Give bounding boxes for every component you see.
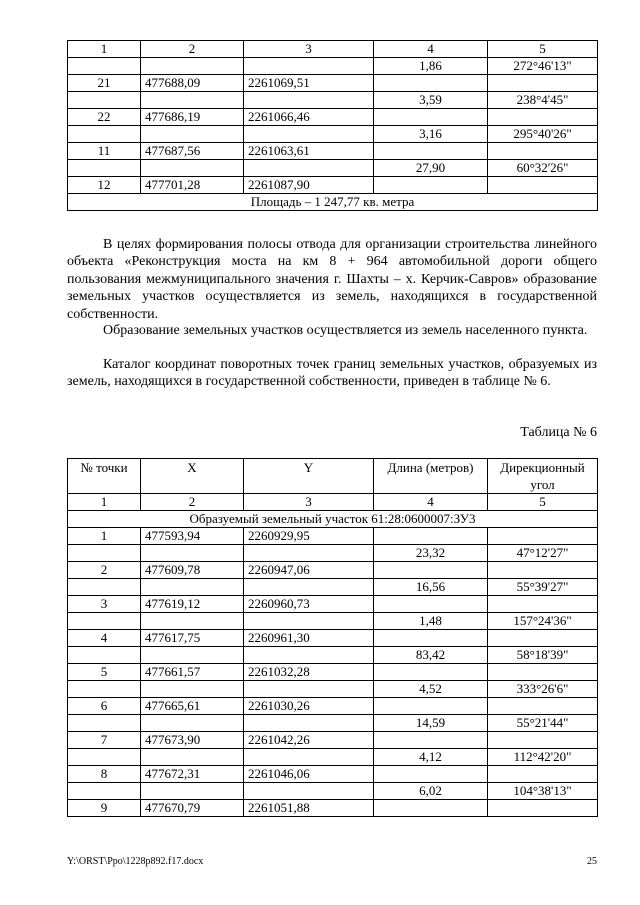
empty-cell (141, 749, 244, 766)
bearing-angle: 295°40'26" (488, 126, 598, 143)
y-coordinate: 2261069,51 (244, 75, 374, 92)
area-row (68, 194, 598, 211)
empty-cell (374, 562, 488, 579)
empty-cell (68, 92, 141, 109)
bearing-angle: 58°18'39" (488, 647, 598, 664)
column-number: 5 (488, 41, 598, 58)
empty-cell (141, 545, 244, 562)
empty-cell (488, 177, 598, 194)
point-row (68, 630, 598, 647)
empty-cell (244, 545, 374, 562)
segment-row (68, 681, 598, 698)
empty-cell (488, 143, 598, 160)
x-coordinate: 477617,75 (141, 630, 244, 647)
empty-cell (68, 783, 141, 800)
segment-length: 3,59 (374, 92, 488, 109)
coordinates-table-5 (67, 40, 598, 211)
column-number: 5 (488, 494, 598, 511)
empty-cell (244, 160, 374, 177)
empty-cell (488, 732, 598, 749)
empty-cell (244, 613, 374, 630)
column-header: Дирекционный угол (488, 459, 598, 494)
point-number: 21 (68, 75, 141, 92)
empty-cell (141, 613, 244, 630)
column-header: X (141, 459, 244, 494)
empty-cell (141, 160, 244, 177)
empty-cell (374, 177, 488, 194)
x-coordinate: 477687,56 (141, 143, 244, 160)
x-coordinate: 477688,09 (141, 75, 244, 92)
empty-cell (244, 715, 374, 732)
empty-cell (244, 749, 374, 766)
empty-cell (374, 800, 488, 817)
x-coordinate: 477672,31 (141, 766, 244, 783)
paragraph-catalog-reference: Каталог координат поворотных точек границ земельных участков, образуемых из земель, находящихся в государственной собственности, приведен в таблице № 6. (67, 357, 597, 390)
point-row (68, 562, 598, 579)
y-coordinate: 2261051,88 (244, 800, 374, 817)
column-header: Y (244, 459, 374, 494)
area-total: Площадь – 1 247,77 кв. метра (68, 194, 598, 211)
point-number: 7 (68, 732, 141, 749)
segment-row (68, 160, 598, 177)
empty-cell (68, 613, 141, 630)
bearing-angle: 272°46'13" (488, 58, 598, 75)
empty-cell (374, 596, 488, 613)
empty-cell (68, 647, 141, 664)
y-coordinate: 2261087,90 (244, 177, 374, 194)
point-row (68, 732, 598, 749)
y-coordinate: 2261046,06 (244, 766, 374, 783)
point-row (68, 664, 598, 681)
empty-cell (68, 715, 141, 732)
empty-cell (488, 562, 598, 579)
x-coordinate: 477619,12 (141, 596, 244, 613)
segment-row (68, 783, 598, 800)
empty-cell (244, 783, 374, 800)
point-row (68, 109, 598, 126)
column-number: 4 (374, 41, 488, 58)
x-coordinate: 477673,90 (141, 732, 244, 749)
section-row (68, 511, 598, 528)
point-number: 3 (68, 596, 141, 613)
empty-cell (141, 92, 244, 109)
paragraph-purpose: В целях формирования полосы отвода для организации строительства линейного объекта «Реконструкция моста на км 8 + 964 автомобильной дороги общего пользования межмуниципального значения г. Шахты – х. Керчик-Савров» образование земельных участков осуществляется из земель, находящихся в государственной собственности. (67, 237, 597, 322)
segment-row (68, 715, 598, 732)
empty-cell (374, 630, 488, 647)
point-number: 22 (68, 109, 141, 126)
y-coordinate: 2260947,06 (244, 562, 374, 579)
x-coordinate: 477701,28 (141, 177, 244, 194)
segment-row (68, 647, 598, 664)
segment-row (68, 613, 598, 630)
empty-cell (374, 766, 488, 783)
point-row (68, 75, 598, 92)
empty-cell (68, 579, 141, 596)
point-number: 5 (68, 664, 141, 681)
table-6-caption: Таблица № 6 (520, 425, 597, 440)
bearing-angle: 112°42'20" (488, 749, 598, 766)
empty-cell (141, 647, 244, 664)
empty-cell (374, 75, 488, 92)
empty-cell (141, 579, 244, 596)
point-number: 4 (68, 630, 141, 647)
empty-cell (488, 800, 598, 817)
empty-cell (374, 143, 488, 160)
point-row (68, 800, 598, 817)
empty-cell (244, 647, 374, 664)
empty-cell (244, 681, 374, 698)
empty-cell (141, 783, 244, 800)
header-row (68, 459, 598, 494)
segment-length: 4,52 (374, 681, 488, 698)
y-coordinate: 2260929,95 (244, 528, 374, 545)
segment-length: 14,59 (374, 715, 488, 732)
point-number: 1 (68, 528, 141, 545)
point-row (68, 596, 598, 613)
column-number-row (68, 494, 598, 511)
segment-length: 4,12 (374, 749, 488, 766)
segment-length: 83,42 (374, 647, 488, 664)
point-row (68, 528, 598, 545)
empty-cell (68, 545, 141, 562)
footer-page-number: 25 (587, 856, 597, 867)
empty-cell (141, 58, 244, 75)
y-coordinate: 2261030,26 (244, 698, 374, 715)
empty-cell (488, 528, 598, 545)
point-row (68, 766, 598, 783)
empty-cell (488, 596, 598, 613)
column-number-row (68, 41, 598, 58)
y-coordinate: 2261063,61 (244, 143, 374, 160)
column-number: 4 (374, 494, 488, 511)
empty-cell (488, 75, 598, 92)
segment-row (68, 749, 598, 766)
empty-cell (68, 681, 141, 698)
empty-cell (488, 698, 598, 715)
empty-cell (374, 732, 488, 749)
column-number: 2 (141, 41, 244, 58)
column-number: 3 (244, 41, 374, 58)
empty-cell (244, 58, 374, 75)
empty-cell (141, 681, 244, 698)
point-number: 12 (68, 177, 141, 194)
empty-cell (374, 109, 488, 126)
empty-cell (141, 126, 244, 143)
coordinates-table-6 (67, 458, 598, 817)
bearing-angle: 47°12'27" (488, 545, 598, 562)
empty-cell (68, 749, 141, 766)
empty-cell (244, 579, 374, 596)
x-coordinate: 477609,78 (141, 562, 244, 579)
empty-cell (68, 160, 141, 177)
y-coordinate: 2260961,30 (244, 630, 374, 647)
bearing-angle: 333°26'6" (488, 681, 598, 698)
segment-length: 16,56 (374, 579, 488, 596)
point-number: 6 (68, 698, 141, 715)
empty-cell (141, 715, 244, 732)
segment-length: 27,90 (374, 160, 488, 177)
empty-cell (374, 528, 488, 545)
x-coordinate: 477686,19 (141, 109, 244, 126)
empty-cell (488, 766, 598, 783)
column-number: 3 (244, 494, 374, 511)
bearing-angle: 104°38'13" (488, 783, 598, 800)
point-number: 11 (68, 143, 141, 160)
column-header: Длина (метров) (374, 459, 488, 494)
segment-length: 6,02 (374, 783, 488, 800)
empty-cell (488, 109, 598, 126)
point-number: 2 (68, 562, 141, 579)
y-coordinate: 2261042,26 (244, 732, 374, 749)
segment-row (68, 92, 598, 109)
empty-cell (244, 126, 374, 143)
column-number: 1 (68, 494, 141, 511)
x-coordinate: 477593,94 (141, 528, 244, 545)
segment-length: 3,16 (374, 126, 488, 143)
segment-row (68, 126, 598, 143)
point-row (68, 143, 598, 160)
bearing-angle: 55°21'44" (488, 715, 598, 732)
point-number: 8 (68, 766, 141, 783)
paragraph-land-category: Образование земельных участков осуществляется из земель населенного пункта. (103, 323, 588, 338)
empty-cell (488, 664, 598, 681)
empty-cell (68, 58, 141, 75)
bearing-angle: 157°24'36" (488, 613, 598, 630)
y-coordinate: 2261032,28 (244, 664, 374, 681)
bearing-angle: 55°39'27" (488, 579, 598, 596)
segment-row (68, 58, 598, 75)
empty-cell (488, 630, 598, 647)
y-coordinate: 2260960,73 (244, 596, 374, 613)
x-coordinate: 477665,61 (141, 698, 244, 715)
point-row (68, 698, 598, 715)
land-plot-title: Образуемый земельный участок 61:28:0600007:ЗУ3 (68, 511, 598, 528)
column-number: 1 (68, 41, 141, 58)
empty-cell (374, 664, 488, 681)
segment-row (68, 545, 598, 562)
segment-length: 23,32 (374, 545, 488, 562)
segment-row (68, 579, 598, 596)
empty-cell (374, 698, 488, 715)
empty-cell (68, 126, 141, 143)
segment-length: 1,48 (374, 613, 488, 630)
point-number: 9 (68, 800, 141, 817)
footer-file-path: Y:\ORST\Ppo\1228p892.f17.docx (67, 856, 204, 867)
y-coordinate: 2261066,46 (244, 109, 374, 126)
point-row (68, 177, 598, 194)
empty-cell (244, 92, 374, 109)
bearing-angle: 238°4'45" (488, 92, 598, 109)
column-header: № точки (68, 459, 141, 494)
column-number: 2 (141, 494, 244, 511)
x-coordinate: 477670,79 (141, 800, 244, 817)
segment-length: 1,86 (374, 58, 488, 75)
bearing-angle: 60°32'26" (488, 160, 598, 177)
x-coordinate: 477661,57 (141, 664, 244, 681)
